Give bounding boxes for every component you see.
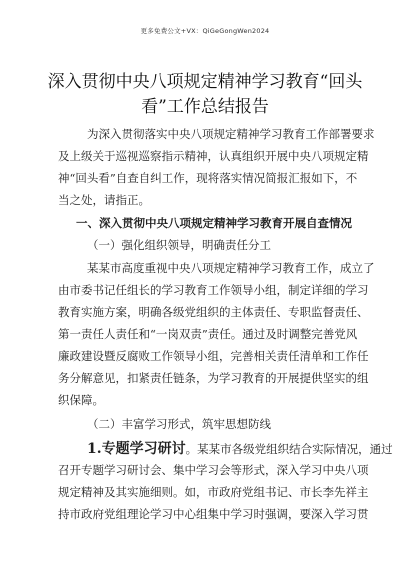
subsection-heading: （二）丰富学习形式，筑牢思想防线 [87,417,271,431]
paragraph-line: 织保障。 [58,393,104,407]
paragraph-line: 当之处，请指正。 [58,193,150,207]
header-note: 更多免费公文+VX：QiGeGongWen2024 [140,27,270,35]
paragraph-line [87,438,393,458]
paragraph-line: 规定精神及其实施细则。如，市政府党组书记、市长李先祥主 [58,485,369,499]
title-line-2: 看”工作总结报告 [141,97,269,117]
paragraph-line: 及上级关于巡视巡察指示精神，认真组织开展中央八项规定精 [58,149,369,163]
paragraph-line: 某某市高度重视中央八项规定精神学习教育工作，成立了 [87,261,375,275]
paragraph-line: 召开专题学习研讨会、集中学习会等形式，深入学习中央八项 [58,463,369,477]
paragraph-line: 由市委书记任组长的学习教育工作领导小组，制定详细的学习 [58,283,369,297]
subsection-heading: （一）强化组织领导，明确责任分工 [87,238,271,252]
paragraph-line: 廉政建设暨反腐败工作领导小组，完善相关责任清单和工作任 [58,349,369,363]
paragraph-line: 务分解意见，扣紧责任链条，为学习教育的开展提供坚实的组 [58,371,369,385]
paragraph-line: 教育实施方案，明确各级党组织的主体责任、专职监督责任、 [58,305,369,319]
paragraph-line: 神“回头看”自查自纠工作，现将落实情况简报汇报如下，不 [58,171,358,185]
title-line-1: 深入贯彻中央八项规定精神学习教育“回头 [47,72,363,92]
numbered-lead: 1.专题学习研讨 [87,441,186,457]
document-title [40,70,370,120]
paragraph-line: 为深入贯彻落实中央八项规定精神学习教育工作部署要求 [87,127,375,141]
paragraph-line: 持市政府党组理论学习中心组集中学习时强调，要深入学习贯 [58,507,369,521]
paragraph-line: 第一责任人责任和“一岗双责”责任。通过及时调整完善党风 [58,327,358,341]
lead-continuation: 。某某市各级党组织结合实际情况，通过 [185,442,393,456]
section-heading: 一、深入贯彻中央八项规定精神学习教育开展自查情况 [76,216,352,230]
